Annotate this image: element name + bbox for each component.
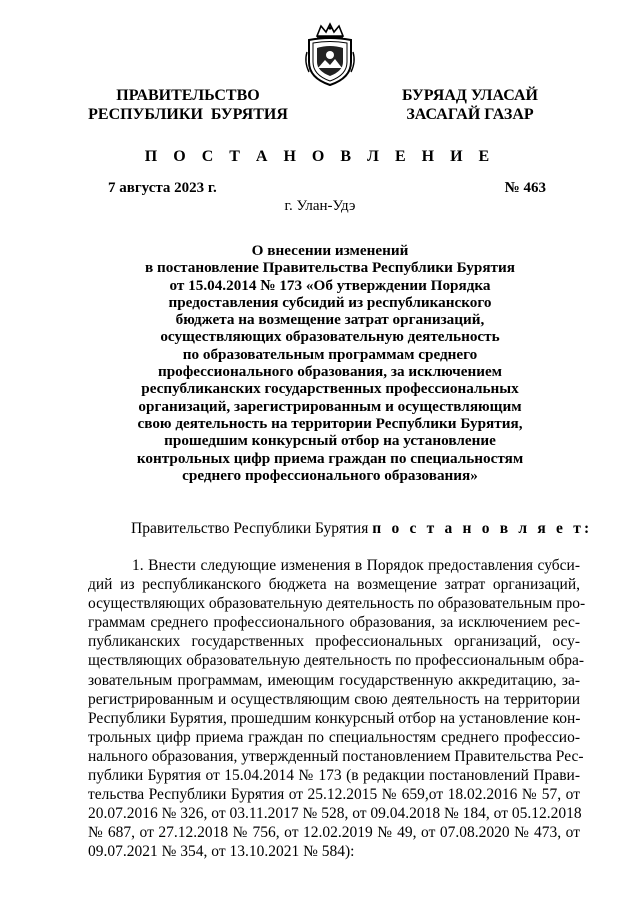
title-line: среднего профессионального образования»: [182, 466, 478, 484]
decree-prefix: Правительство Республики Бурятия: [131, 520, 373, 537]
body-line: тельства Республики Бурятия от 25.12.2015 № 659,от 18.02.2016 № 57, от: [88, 786, 580, 804]
body-line: Республики Бурятия, прошедшим конкурсный отбор на установление кон-: [88, 709, 581, 727]
body-line: № 687, от 27.12.2018 № 756, от 12.02.2019 № 49, от 07.08.2020 № 473, от: [88, 824, 580, 842]
body-line: публиканских государственных профессиональных организаций, осу-: [88, 633, 580, 651]
coat-of-arms-icon: [303, 22, 357, 88]
document-body: [88, 556, 586, 862]
org-name-buryat-line: БУРЯАД УЛАСАЙ: [402, 87, 538, 104]
org-name-buryat-line: ЗАСАГАЙ ГАЗАР: [406, 106, 534, 123]
body-line: 20.07.2016 № 326, от 03.11.2017 № 528, от 09.04.2018 № 184, от 05.12.2018: [88, 805, 582, 823]
body-line: нального образования, утвержденный постановлением Правительства Рес-: [88, 747, 584, 765]
title-line: профессионального образования, за исключением: [157, 363, 503, 381]
org-name-buryat: [395, 86, 545, 124]
document-title: [120, 242, 540, 484]
title-line: осуществляющих образовательную деятельность: [160, 328, 500, 346]
title-line: по образовательным программам среднего: [182, 345, 478, 363]
title-line: контрольных цифр приема граждан по специальностям: [136, 449, 524, 467]
org-name-russian-line: РЕСПУБЛИКИ БУРЯТИЯ: [88, 106, 288, 123]
title-line: в постановление Правительства Республики Бурятия: [145, 259, 515, 277]
document-date: 7 августа 2023 г.: [108, 180, 217, 196]
title-line: О внесении изменений: [251, 242, 409, 259]
document-city: г. Улан-Удэ: [284, 198, 356, 214]
title-line: бюджета на возмещение затрат организаций,: [175, 311, 485, 329]
body-line: осуществляющих образовательную деятельность по образовательным про-: [88, 595, 586, 613]
body-line: ществляющих образовательную деятельность по профессиональным обра-: [88, 652, 585, 670]
title-line: свою деятельность на территории Республики Бурятия,: [137, 414, 523, 432]
body-line: регистрированным и осуществляющим свою деятельность на территории: [88, 690, 580, 708]
decree-verb: п о с т а н о в л я е т:: [372, 520, 593, 537]
title-line: организаций, зарегистрированным и осуществляющим: [138, 397, 522, 415]
title-line: от 15.04.2014 № 173 «Об утверждении Порядка: [169, 276, 491, 294]
title-line: прошедшим конкурсный отбор на установление: [164, 432, 496, 450]
org-name-russian: [88, 86, 288, 124]
decree-statement: [131, 520, 592, 538]
body-line: граммам среднего профессионального образования, за исключением рес-: [88, 614, 580, 632]
body-line: 1. Внести следующие изменения в Порядок предоставления субси-: [132, 557, 580, 574]
body-line: зовательным программам, имеющим государственную аккредитацию, за-: [88, 671, 580, 689]
title-line: республиканских государственных профессиональных: [141, 380, 519, 398]
body-line: дий из республиканского бюджета на возмещение затрат организаций,: [88, 576, 580, 594]
title-line: предоставления субсидий из республиканского: [168, 293, 492, 311]
body-line: публики Бурятия от 15.04.2014 № 173 (в редакции постановлений Прави-: [88, 767, 580, 785]
org-name-russian-line: ПРАВИТЕЛЬСТВО: [116, 87, 260, 104]
document-type: П О С Т А Н О В Л Е Н И Е: [144, 148, 496, 165]
body-line: 09.07.2021 № 354, от 13.10.2021 № 584):: [88, 843, 355, 861]
document-number: № 463: [504, 180, 546, 196]
body-line: трольных цифр приема граждан по специальностям среднего профессио-: [88, 728, 580, 746]
